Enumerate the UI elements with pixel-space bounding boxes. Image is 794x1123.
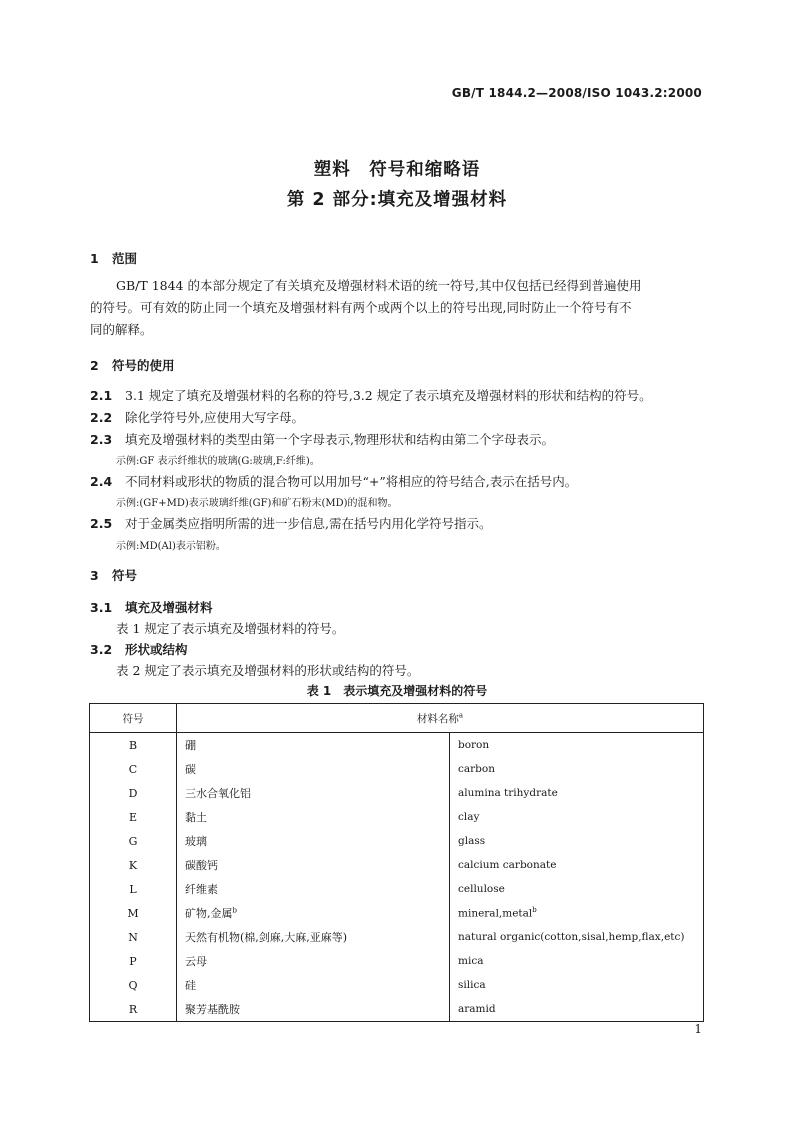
- symbol-cell: B: [90, 733, 177, 758]
- section-title: 范围: [112, 251, 138, 266]
- english-name-cell: calcium carbonate: [458, 859, 557, 871]
- clause-text: 3.1 规定了填充及增强材料的名称的符号,3.2 规定了表示填充及增强材料的形状和结构的符号。: [125, 388, 652, 403]
- table-row: [90, 925, 704, 949]
- column-header-symbol: 符号: [90, 704, 177, 733]
- footnote-marker: b: [532, 906, 537, 915]
- subsection-3-2-text: 表 2 规定了表示填充及增强材料的形状或结构的符号。: [116, 663, 420, 678]
- chinese-name-cell: 玻璃: [177, 829, 450, 853]
- standard-number: GB/T 1844.2—2008/ISO 1043.2:2000: [451, 86, 702, 100]
- table-row: [90, 997, 704, 1022]
- english-name-cell: boron: [458, 739, 490, 751]
- example-note: 示例:(GF+MD)表示玻璃纤维(GF)和矿石粉末(MD)的混和物。: [116, 498, 398, 509]
- table-row: [90, 781, 704, 805]
- symbol-cell: E: [90, 805, 177, 829]
- chinese-name-cell: 纤维素: [177, 877, 450, 901]
- clause-text: 对于金属类应指明所需的进一步信息,需在括号内用化学符号指示。: [125, 516, 492, 531]
- table-row: [90, 901, 704, 925]
- clause-number: 2.1: [90, 388, 113, 403]
- subsection-title: 形状或结构: [125, 642, 188, 657]
- chinese-name-cell: 矿物,金属$^b$: [177, 901, 450, 925]
- section-2-heading: [90, 356, 175, 374]
- english-name-cell: mica: [458, 955, 484, 967]
- clause-number: 2.4: [90, 474, 113, 489]
- english-name-cell: natural organic(cotton,sisal,hemp,flax,etc): [458, 931, 685, 943]
- chinese-name-cell: 碳酸钙: [177, 853, 450, 877]
- example-note: 示例:MD(Al)表示铝粉。: [116, 541, 226, 552]
- clause-2-1: [90, 386, 704, 404]
- table-row: [90, 805, 704, 829]
- chinese-name-cell: 黏土: [177, 805, 450, 829]
- table-row: [90, 829, 704, 853]
- symbol-cell: D: [90, 781, 177, 805]
- section-number: 3: [90, 568, 99, 583]
- symbol-cell: C: [90, 757, 177, 781]
- section-1-paragraph: [90, 275, 704, 341]
- clause-text: 除化学符号外,应使用大写字母。: [125, 410, 304, 425]
- table-row: [90, 877, 704, 901]
- clause-2-5: [90, 514, 704, 532]
- english-name-cell: alumina trihydrate: [458, 787, 558, 799]
- subsection-3-1-text: 表 1 规定了表示填充及增强材料的符号。: [116, 621, 345, 636]
- column-header-material-name: 材料名称$^a$: [177, 704, 704, 733]
- symbol-table: [89, 703, 704, 1022]
- section-3-heading: [90, 566, 137, 584]
- clause-number: 2.5: [90, 516, 113, 531]
- symbol-cell: G: [90, 829, 177, 853]
- table-row: [90, 973, 704, 997]
- clause-number: 2.2: [90, 410, 113, 425]
- section-title: 符号: [112, 568, 138, 583]
- chinese-name-cell: 聚芳基酰胺: [177, 997, 450, 1022]
- symbol-cell: M: [90, 901, 177, 925]
- section-1-heading: [90, 249, 137, 267]
- english-name-cell: carbon: [458, 763, 495, 775]
- english-name-cell: silica: [458, 979, 486, 991]
- english-name-cell: mineral,metal$^b$: [458, 906, 537, 920]
- page-number: 1: [694, 1022, 702, 1036]
- english-name-cell: clay: [458, 811, 480, 823]
- clause-2-2: [90, 408, 704, 426]
- clause-text: 不同材料或形状的物质的混合物可以用加号“+”将相应的符号结合,表示在括号内。: [125, 474, 578, 489]
- chinese-name-cell: 碳: [177, 757, 450, 781]
- table-row: [90, 853, 704, 877]
- chinese-name-cell: 三水合氧化铝: [177, 781, 450, 805]
- clause-2-4: [90, 472, 704, 490]
- table-row: [90, 949, 704, 973]
- paragraph-line: 同的解释。: [90, 322, 153, 337]
- document-title: 塑料 符号和缩略语: [313, 160, 481, 180]
- section-number: 1: [90, 251, 99, 266]
- chinese-name-cell: 硅: [177, 973, 450, 997]
- symbol-cell: N: [90, 925, 177, 949]
- section-number: 2: [90, 358, 99, 373]
- subsection-number: 3.2: [90, 642, 113, 657]
- english-name-cell: aramid: [458, 1003, 496, 1015]
- subsection-3-2-heading: [90, 640, 188, 658]
- table-row: [90, 733, 704, 758]
- footnote-marker: a: [458, 711, 464, 719]
- english-name-cell: glass: [458, 835, 486, 847]
- clause-text: 填充及增强材料的类型由第一个字母表示,物理形状和结构由第二个字母表示。: [125, 432, 554, 447]
- paragraph-line: GB/T 1844 的本部分规定了有关填充及增强材料术语的统一符号,其中仅包括已经得到普遍使用: [116, 278, 642, 293]
- chinese-name-cell: 云母: [177, 949, 450, 973]
- subsection-3-1-heading: [90, 598, 213, 616]
- document-subtitle: 第 2 部分:填充及增强材料: [286, 190, 508, 210]
- symbol-cell: P: [90, 949, 177, 973]
- english-name-cell: cellulose: [458, 883, 505, 895]
- table-row: [90, 757, 704, 781]
- chinese-name-cell: 天然有机物(棉,剑麻,大麻,亚麻等): [177, 925, 450, 949]
- table-header-row: [90, 704, 704, 733]
- symbol-cell: L: [90, 877, 177, 901]
- symbol-cell: K: [90, 853, 177, 877]
- section-title: 符号的使用: [112, 358, 175, 373]
- subsection-number: 3.1: [90, 600, 113, 615]
- paragraph-line: 的符号。可有效的防止同一个填充及增强材料有两个或两个以上的符号出现,同时防止一个符号有不: [90, 300, 632, 315]
- footnote-marker: b: [232, 906, 237, 915]
- clause-2-3: [90, 430, 704, 448]
- clause-number: 2.3: [90, 432, 113, 447]
- symbol-cell: R: [90, 997, 177, 1022]
- chinese-name-cell: 硼: [177, 733, 450, 758]
- symbol-cell: Q: [90, 973, 177, 997]
- subsection-title: 填充及增强材料: [125, 600, 213, 615]
- example-note: 示例:GF 表示纤维状的玻璃(G:玻璃,F:纤维)。: [116, 456, 320, 467]
- table-caption: 表 1 表示填充及增强材料的符号: [306, 684, 488, 698]
